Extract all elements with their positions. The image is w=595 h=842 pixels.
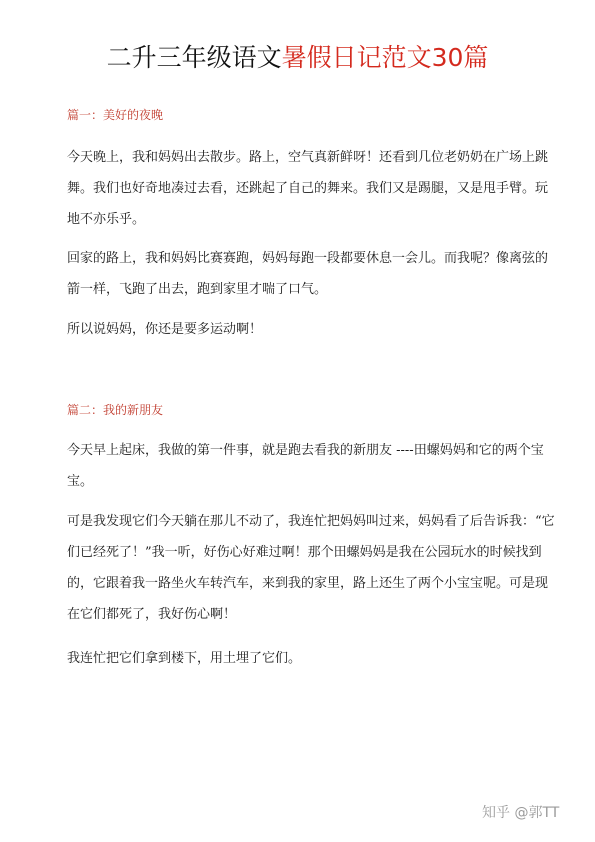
section-2-paragraph-2: 可是我发现它们今天躺在那儿不动了，我连忙把妈妈叫过来，妈妈看了后告诉我：“它们已经死了！”我一听，好伤心好难过啊！那个田螺妈妈是我在公园玩水的时候找到的，它跟着我一路坐火车转汽车，来到我的家里，路上还生了两个小宝宝呢。可是现在它们都死了，我好伤心啊！ [67,514,555,622]
zhihu-watermark: 知乎 @郭TT [482,805,560,821]
document-title-part1: 二升三年级语文 [106,43,282,72]
section-2-paragraph-3: 我连忙把它们拿到楼下，用土埋了它们。 [67,651,302,666]
document-title-part2: 暑假日记范文30篇 [281,43,489,72]
section-1-paragraph-2: 回家的路上，我和妈妈比赛赛跑，妈妈每跑一段都要休息一会儿。而我呢？像离弦的箭一样，飞跑了出去，跑到家里才喘了口气。 [67,251,549,297]
section-1-paragraph-3: 所以说妈妈，你还是要多运动啊！ [67,322,263,337]
section-2-paragraph-1: 今天早上起床，我做的第一件事，就是跑去看我的新朋友 ----田螺妈妈和它的两个宝宝。 [67,443,544,489]
document-title [0,38,595,78]
section-1-paragraph-1: 今天晚上，我和妈妈出去散步。路上，空气真新鲜呀！还看到几位老奶奶在广场上跳舞。我们也好奇地凑过去看，还跳起了自己的舞来。我们又是踢腿，又是甩手臂。玩地不亦乐乎。 [67,150,549,227]
section-heading-2: 篇二：我的新朋友 [67,403,164,417]
section-heading-1: 篇一：美好的夜晚 [67,108,164,122]
